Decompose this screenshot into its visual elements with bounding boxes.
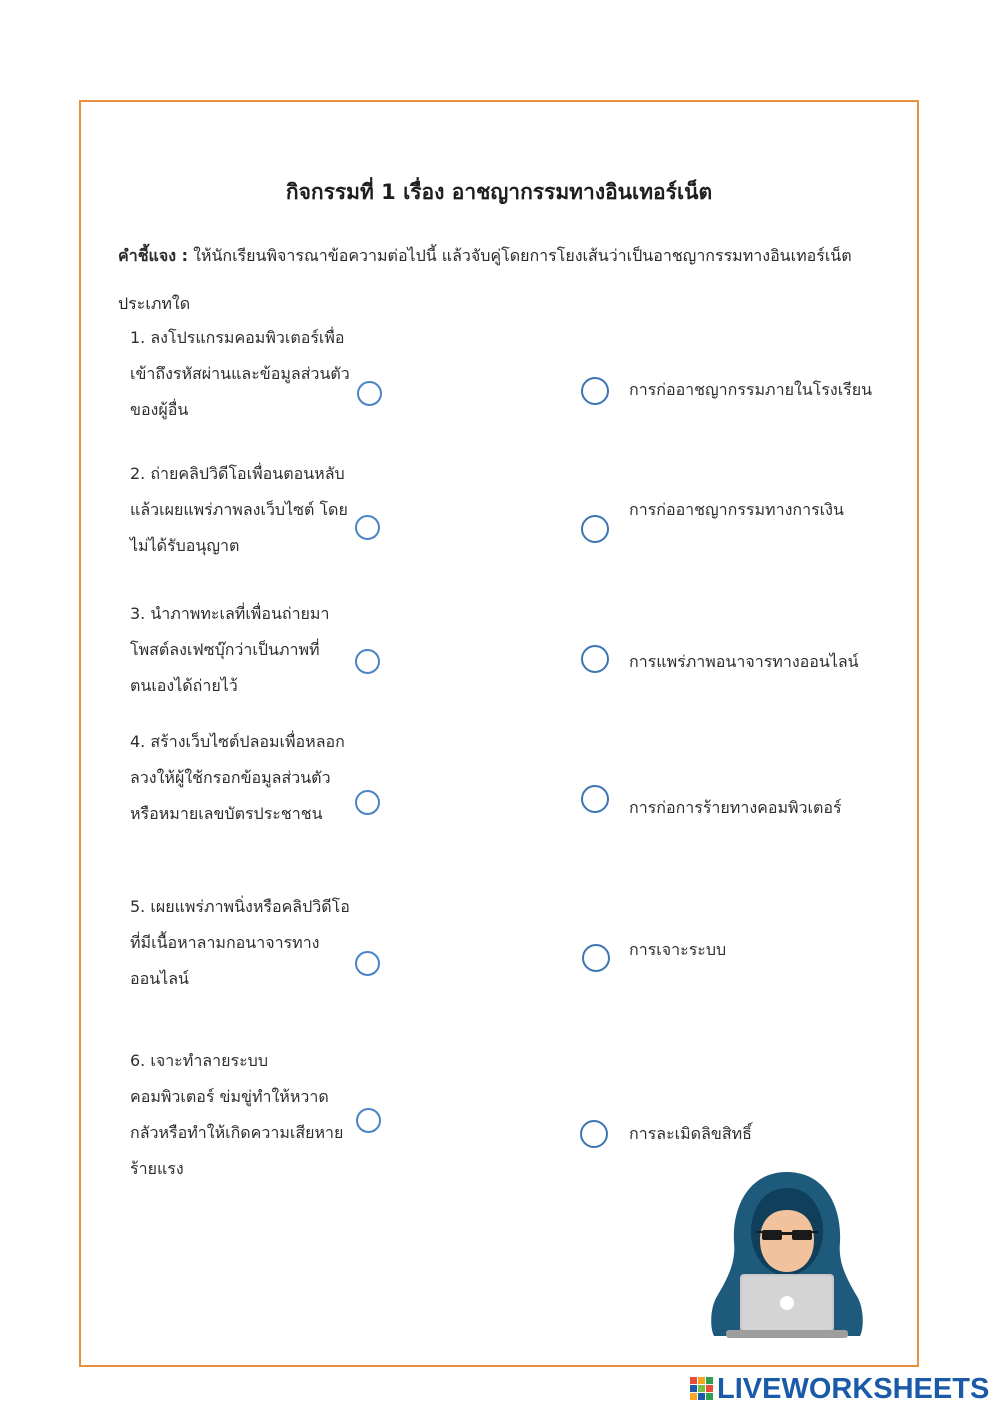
instruction-text: ให้นักเรียนพิจารณาข้อความต่อไปนี้ แล้วจับคู่โดยการโยงเส้นว่าเป็นอาชญากรรมทางอินเทอร์เน็ตประเภทใด	[118, 246, 852, 313]
answer-1-match-dot[interactable]	[581, 377, 609, 405]
answer-1: การก่ออาชญากรรมภายในโรงเรียน	[629, 380, 873, 399]
answer-6-match-dot[interactable]	[580, 1120, 608, 1148]
question-3-match-dot[interactable]	[355, 649, 380, 674]
answer-2: การก่ออาชญากรรมทางการเงิน	[629, 500, 844, 519]
liveworksheets-logo-icon	[690, 1377, 714, 1401]
question-2: 2. ถ่ายคลิปวิดีโอเพื่อนตอนหลับ แล้วเผยแพร่ภาพลงเว็บไซต์ โดยไม่ได้รับอนุญาต	[130, 464, 348, 555]
hacker-illustration	[706, 1170, 868, 1342]
question-2-match-dot[interactable]	[355, 515, 380, 540]
question-6: 6. เจาะทำลายระบบคอมพิวเตอร์ ข่มขู่ทำให้หวาดกลัวหรือทำให้เกิดความเสียหายร้ายแรง	[130, 1051, 344, 1178]
question-5-match-dot[interactable]	[355, 951, 380, 976]
answer-5-match-dot[interactable]	[582, 944, 610, 972]
answer-6: การละเมิดลิขสิทธิ์	[629, 1124, 752, 1143]
page-title: กิจกรรมที่ 1 เรื่อง อาชญากรรมทางอินเทอร์เน็ต	[285, 180, 713, 204]
instruction	[118, 232, 888, 328]
answer-3: การแพร่ภาพอนาจารทางออนไลน์	[629, 652, 859, 671]
question-5: 5. เผยแพร่ภาพนิ่งหรือคลิปวิดีโอที่มีเนื้อหาลามกอนาจารทางออนไลน์	[130, 897, 350, 988]
liveworksheets-logo	[690, 1373, 989, 1405]
liveworksheets-wordmark: LIVEWORKSHEETS	[717, 1373, 990, 1405]
question-3: 3. นำภาพทะเลที่เพื่อนถ่ายมาโพสต์ลงเฟซบุ๊กว่าเป็นภาพที่ตนเองได้ถ่ายไว้	[130, 604, 330, 695]
answer-3-match-dot[interactable]	[581, 645, 609, 673]
question-4-match-dot[interactable]	[355, 790, 380, 815]
instruction-label: คำชี้แจง :	[118, 246, 189, 265]
question-6-match-dot[interactable]	[356, 1108, 381, 1133]
answer-5: การเจาะระบบ	[629, 940, 727, 959]
question-1: 1. ลงโปรแกรมคอมพิวเตอร์เพื่อเข้าถึงรหัสผ่านและข้อมูลส่วนตัวของผู้อื่น	[130, 328, 350, 419]
answer-4: การก่อการร้ายทางคอมพิวเตอร์	[629, 798, 842, 817]
question-4: 4. สร้างเว็บไซต์ปลอมเพื่อหลอกลวงให้ผู้ใช้กรอกข้อมูลส่วนตัวหรือหมายเลขบัตรประชาชน	[130, 732, 345, 823]
answer-2-match-dot[interactable]	[581, 515, 609, 543]
question-1-match-dot[interactable]	[357, 381, 382, 406]
answer-4-match-dot[interactable]	[581, 785, 609, 813]
